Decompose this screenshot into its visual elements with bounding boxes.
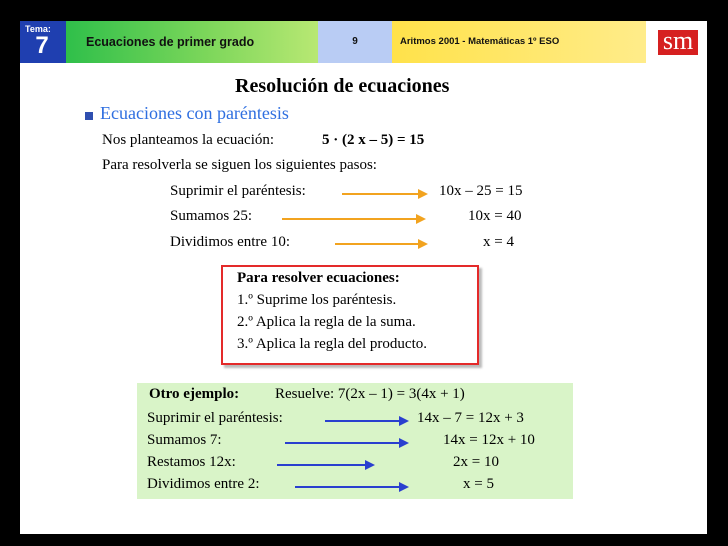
example-step-result: 14x – 7 = 12x + 3 — [417, 410, 524, 426]
arrow-right-icon — [416, 214, 426, 224]
blue-arrow-line — [285, 442, 401, 444]
tema-number: 7 — [35, 32, 49, 59]
slide — [20, 21, 707, 534]
step-result: 10x – 25 = 15 — [439, 183, 523, 199]
arrow-right-icon — [418, 239, 428, 249]
blue-arrow-line — [325, 420, 401, 422]
arrow-right-icon — [399, 482, 409, 492]
example-step-result: 2x = 10 — [453, 454, 499, 470]
step-result: 10x = 40 — [468, 208, 522, 224]
page-title: Resolución de ecuaciones — [235, 75, 450, 97]
rule-item: 3.º Aplica la regla del producto. — [237, 336, 428, 352]
arrow-right-icon — [365, 460, 375, 470]
rules-box — [221, 265, 479, 365]
example-heading: Otro ejemplo: — [149, 386, 240, 402]
intro-equation: 5 · (2 x – 5) = 15 — [322, 132, 425, 148]
step-result: x = 4 — [483, 234, 514, 250]
example-box — [137, 383, 573, 499]
example-prompt: Resuelve: 7(2x – 1) = 3(4x + 1) — [275, 386, 465, 402]
orange-arrow-line — [342, 193, 420, 195]
example-step-label: Restamos 12x: — [147, 454, 236, 470]
arrow-right-icon — [399, 416, 409, 426]
unit-title: Ecuaciones de primer grado — [66, 21, 318, 63]
step-label: Dividimos entre 10: — [170, 234, 290, 250]
header-bar — [20, 21, 707, 63]
example-step-label: Dividimos entre 2: — [147, 476, 260, 492]
sm-logo-icon: sm — [658, 30, 698, 55]
blue-arrow-line — [277, 464, 367, 466]
rule-item: 2.º Aplica la regla de la suma. — [237, 314, 416, 330]
rules-heading: Para resolver ecuaciones: — [237, 270, 400, 286]
arrow-right-icon — [399, 438, 409, 448]
example-step-result: x = 5 — [463, 476, 494, 492]
orange-arrow-line — [282, 218, 418, 220]
example-step-label: Suprimir el paréntesis: — [147, 410, 283, 426]
example-step-result: 14x = 12x + 10 — [443, 432, 535, 448]
bullet-square-icon — [85, 112, 93, 120]
orange-arrow-line — [335, 243, 420, 245]
rule-item: 1.º Suprime los paréntesis. — [237, 292, 397, 308]
tema-label: Tema: — [25, 24, 51, 34]
page-number: 9 — [318, 21, 392, 63]
publisher-logo — [646, 21, 707, 63]
tema-badge — [20, 21, 66, 63]
arrow-right-icon — [418, 189, 428, 199]
book-title: Aritmos 2001 - Matemáticas 1º ESO — [392, 21, 646, 63]
step-label: Sumamos 25: — [170, 208, 253, 224]
intro-line: Nos planteamos la ecuación: — [102, 132, 275, 148]
blue-arrow-line — [295, 486, 401, 488]
section-heading: Ecuaciones con paréntesis — [100, 103, 289, 123]
example-step-label: Sumamos 7: — [147, 432, 222, 448]
intro-steps-line: Para resolverla se siguen los siguientes pasos: — [102, 157, 377, 173]
step-label: Suprimir el paréntesis: — [170, 183, 306, 199]
